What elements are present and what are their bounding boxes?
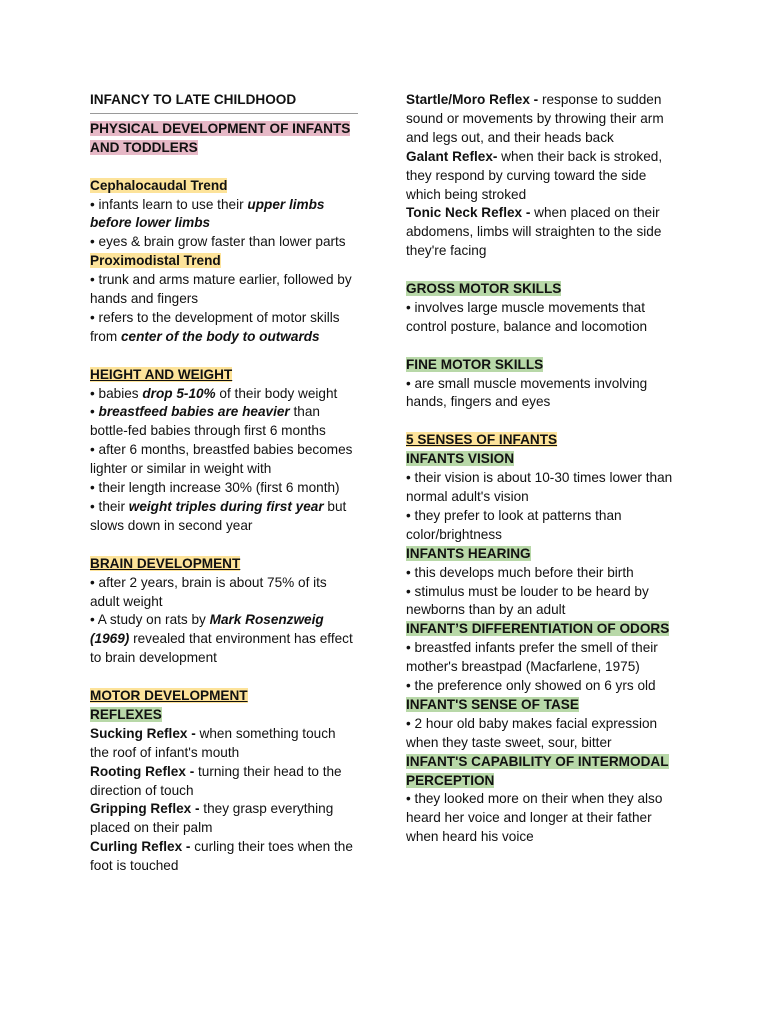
vision-bullet-line: normal adult's vision — [406, 488, 529, 504]
hearing-bullet-line: newborns than by an adult — [406, 602, 566, 618]
reflex-item: Galant Reflex- when their back is stroked, — [406, 148, 663, 164]
reflex-item: Curling Reflex - curling their toes when the — [90, 839, 353, 855]
reflex-item-line: they're facing — [406, 243, 487, 259]
odors-bullet: • the preference only showed on 6 yrs old — [406, 678, 656, 694]
gross-motor-heading: GROSS MOTOR SKILLS — [406, 281, 562, 297]
reflex-item-line: placed on their palm — [90, 820, 213, 836]
motor-heading: MOTOR DEVELOPMENT — [90, 688, 248, 704]
taste-bullet-line: when they taste sweet, sour, bitter — [406, 734, 612, 750]
height-weight-bullet: • babies drop 5-10% of their body weight — [90, 385, 338, 401]
reflexes-heading: REFLEXES — [90, 706, 162, 722]
reflex-item-line: they respond by curving toward the side — [406, 167, 647, 183]
taste-bullet: • 2 hour old baby makes facial expression — [406, 715, 658, 731]
proximodistal-bullet: • refers to the development of motor skills — [90, 309, 340, 325]
fine-motor-heading: FINE MOTOR SKILLS — [406, 356, 544, 372]
height-weight-bullet-line: bottle-fed babies through first 6 months — [90, 423, 326, 439]
vision-heading: INFANTS VISION — [406, 451, 515, 467]
vision-bullet: • their vision is about 10-30 times lower than — [406, 470, 673, 486]
reflex-item-line: and legs out, and their heads back — [406, 129, 614, 145]
hearing-heading: INFANTS HEARING — [406, 545, 531, 561]
intermodal-bullet: • they looked more on their when they also — [406, 791, 663, 807]
height-weight-heading: HEIGHT AND WEIGHT — [90, 366, 233, 382]
odors-bullet-line: mother's breastpad (Macfarlene, 1975) — [406, 659, 640, 675]
cephalocaudal-bullet-line2: before lower limbs — [90, 215, 211, 231]
height-weight-bullet: • their length increase 30% (first 6 month) — [90, 480, 340, 496]
odors-bullet: • breastfed infants prefer the smell of their — [406, 640, 658, 656]
height-weight-bullet: • breastfeed babies are heavier than — [90, 404, 320, 420]
proximodistal-bullet: • trunk and arms mature earlier, followed by — [90, 272, 352, 288]
fine-motor-bullet-line: hands, fingers and eyes — [406, 394, 551, 410]
gross-motor-bullet-line: control posture, balance and locomotion — [406, 318, 648, 334]
vision-bullet-line: color/brightness — [406, 526, 502, 542]
reflex-item-line: sound or movements by throwing their arm — [406, 110, 664, 126]
intermodal-heading-line2: PERCEPTION — [406, 772, 495, 788]
brain-bullet-line: to brain development — [90, 650, 217, 666]
hearing-bullet: • this develops much before their birth — [406, 564, 634, 580]
proximodistal-heading: Proximodistal Trend — [90, 253, 221, 269]
gross-motor-bullet: • involves large muscle movements that — [406, 299, 645, 315]
reflex-item: Startle/Moro Reflex - response to sudden — [406, 92, 662, 107]
title-divider — [90, 113, 358, 114]
intermodal-bullet-line: when heard his voice — [406, 829, 534, 845]
hearing-bullet: • stimulus must be louder to be heard by — [406, 583, 649, 599]
fine-motor-bullet: • are small muscle movements involving — [406, 375, 648, 391]
reflex-item: Sucking Reflex - when something touch — [90, 725, 336, 741]
physical-heading-line2: AND TODDLERS — [90, 139, 198, 155]
cephalocaudal-bullet: • infants learn to use their upper limbs — [90, 196, 325, 212]
reflex-item-line: abdomens, limbs will straighten to the side — [406, 224, 662, 240]
intermodal-bullet-line: heard her voice and longer at their father — [406, 810, 652, 826]
reflex-item-line: direction of touch — [90, 782, 194, 798]
height-weight-bullet-line: lighter or similar in weight with — [90, 461, 272, 477]
brain-bullet-line: (1969) revealed that environment has effect — [90, 631, 353, 647]
odors-heading: INFANT’S DIFFERENTIATION OF ODORS — [406, 621, 670, 637]
height-weight-bullet: • after 6 months, breastfed babies becomes — [90, 442, 353, 458]
proximodistal-bullet-line: from center of the body to outwards — [90, 328, 320, 344]
reflex-item: Tonic Neck Reflex - when placed on their — [406, 205, 660, 221]
reflex-item-line: the roof of infant's mouth — [90, 744, 240, 760]
cephalocaudal-bullet: • eyes & brain grow faster than lower parts — [90, 234, 346, 250]
height-weight-bullet-line: slows down in second year — [90, 517, 253, 533]
physical-heading: PHYSICAL DEVELOPMENT OF INFANTS — [90, 120, 351, 136]
intermodal-heading: INFANT'S CAPABILITY OF INTERMODAL — [406, 753, 669, 769]
height-weight-bullet: • their weight triples during first year but — [90, 499, 347, 514]
vision-bullet: • they prefer to look at patterns than — [406, 507, 622, 523]
proximodistal-bullet-line: hands and fingers — [90, 291, 199, 307]
left-column — [90, 91, 368, 876]
reflex-item: Rooting Reflex - turning their head to the — [90, 763, 342, 779]
reflex-item-line: which being stroked — [406, 186, 527, 202]
brain-bullet: • A study on rats by Mark Rosenzweig — [90, 612, 324, 628]
senses-heading: 5 SENSES OF INFANTS — [406, 432, 558, 448]
brain-heading: BRAIN DEVELOPMENT — [90, 555, 241, 571]
reflex-item-line: foot is touched — [90, 858, 179, 874]
taste-heading: INFANT'S SENSE OF TASE — [406, 696, 579, 712]
right-column — [406, 91, 688, 847]
brain-bullet-line: adult weight — [90, 593, 163, 609]
brain-bullet: • after 2 years, brain is about 75% of its — [90, 574, 327, 590]
cephalocaudal-heading: Cephalocaudal Trend — [90, 177, 228, 193]
reflex-item: Gripping Reflex - they grasp everything — [90, 801, 334, 817]
page-title: INFANCY TO LATE CHILDHOOD — [90, 92, 297, 107]
